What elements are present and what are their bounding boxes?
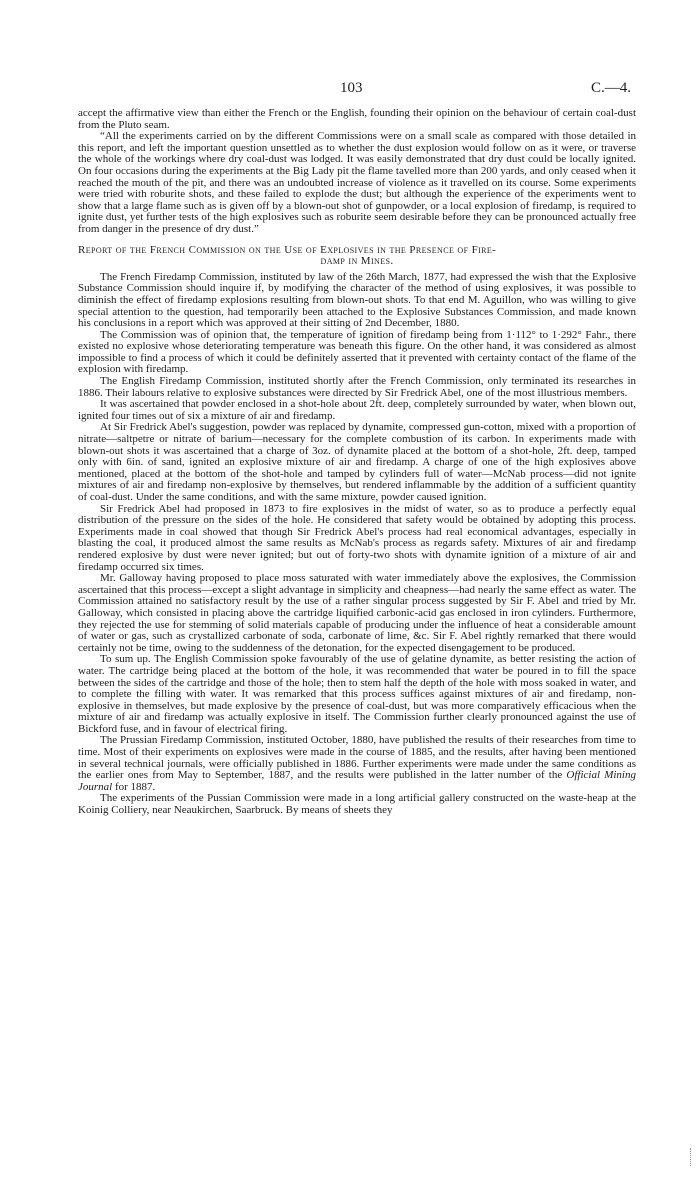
page-header (0, 80, 700, 100)
paragraph: At Sir Fredrick Abel's suggestion, powder was replaced by dynamite, compressed gun-cotton, mixed with a proportion of nitrate—saltpetre or nitrate of barium—necessary for the complete combustion of its carbon. In experiments made with blown-out shots it was ascertained that a charge of 3oz. of dynamite placed at the bottom of a shot-hole, 2ft. deep, tamped only with 6in. of sand, ignited an explosive mixture of air and firedamp. A charge of one of the high explosives above mentioned, placed at the bottom of the shot-hole and tamped by cylinders full of water—McNab process—did not ignite mixtures of air and firedamp non-explosive by themselves, but rendered inflammable by the addition of a sufficient quantity of coal-dust. Under the same conditions, and with the same mixture, powder caused ignition. (78, 421, 636, 503)
paragraph: The French Firedamp Commission, instituted by law of the 26th March, 1877, had expressed the wish that the Explosive Substance Commission should inquire if, by modifying the character of the method of using explosives, it was possible to diminish the effect of firedamp explosions resulting from blown-out shots. To that end M. Aguillon, who was willing to give special attention to the question, had temporarily been attached to the Explosive Substances Commission, and made known his conclusions in a report which was approved at their sitting of 2nd December, 1880. (78, 270, 636, 330)
document-body (78, 108, 636, 817)
text-run: The Prussian Firedamp Commission, instituted October, 1880, have published the results of their researches from time to time. Most of their experiments on explosives were made in the course of 1885, and the results, after having been mentioned in several technical journals, were officially published in 1886. Further experiments were made under the same conditions as the earlier ones from May to September, 1887, and the results were published in the latter number of the (78, 734, 636, 782)
paragraph: It was ascertained that powder enclosed in a shot-hole about 2ft. deep, completely surrounded by water, when blown out, ignited four times out of six a mixture of air and firedamp. (78, 398, 636, 422)
section-heading-main: Report of the French Commission on the Use of Explosives in the Presence of Fire- (78, 243, 497, 256)
text-run: for 1887. (112, 780, 156, 793)
paper-code: C.—4. (591, 80, 632, 96)
paragraph-prussian (78, 735, 636, 793)
page-number: 103 (340, 80, 363, 96)
section-heading-tail: damp in Mines. (320, 255, 394, 268)
margin-mark (690, 1148, 693, 1166)
section-heading (78, 245, 636, 268)
paragraph: To sum up. The English Commission spoke favourably of the use of gelatine dynamite, as better resisting the action of water. The cartridge being placed at the bottom of the hole, it was recommended that water be poured in to fill the space between the sides of the cartridge and those of the hole; then to stem half the depth of the hole with moss soaked in water, and to complete the filling with water. It was remarked that this process suffices against mixtures of air and firedamp, non-explosive in themselves, but made explosive by the presence of coal-dust, but was more comparatively efficacious when the mixture of air and firedamp was actually explosive in itself. The Commission further clearly pronounced against the use of Bickford fuse, and in favour of electrical firing. (78, 653, 636, 735)
paragraph: Sir Fredrick Abel had proposed in 1873 to fire explosives in the midst of water, so as to produce a perfectly equal distribution of the pressure on the sides of the hole. He considered that safety would be obtained by adopting this process. Experiments made in coal showed that though Sir Fredrick Abel's process had real economical advantages, especially in blasting the coal, it produced almost the same results as McNab's process as regards safety. Mixtures of air and firedamp rendered explosive by dust were never ignited; but out of forty-two shots with dynamite ignition of a mixture of air and firedamp occurred six times. (78, 502, 636, 573)
paragraph: The experiments of the Pussian Commission were made in a long artificial gallery constructed on the waste-heap at the Koinig Colliery, near Neaukirchen, Saarbruck. By means of sheets they (78, 792, 636, 817)
paragraph: “All the experiments carried on by the different Commissions were on a small scale as compared with those detailed in this report, and left the important question unsettled as to whether the dust explosion would follow on as it were, or traverse the whole of the workings where dry coal-dust was lodged. It was easily demonstrated that dry dust could be locally ignited. On four occasions during the experiments at the Big Lady pit the flame tavelled more than 200 yards, and only ceased when it reached the mouth of the pit, and there was an undoubted increase of violence as it travelled on its course. Some experiments were tried with roburite shots, and these failed to explode the dust; but although the experience of the experiments went to show that a large flame such as is given off by a blown-out shot of gunpowder, or a local explosion of firedamp, is required to ignite dust, yet further tests of the high explosives such as roburite seem desirable before they can be pronounced actually free from danger in the presence of dry dust.” (78, 130, 636, 235)
paragraph: accept the affirmative view than either the French or the English, founding their opinion on the behaviour of certain coal-dust from the Pluto seam. (78, 107, 636, 131)
paragraph: The English Firedamp Commission, instituted shortly after the French Commission, only terminated its researches in 1886. Their labours relative to explosive substances were directed by Sir Fredrick Abel, one of the most illustrious members. (78, 375, 636, 399)
paragraph: The Commission was of opinion that, the temperature of ignition of firedamp being from 1·112° to 1·292° Fahr., there existed no explosive whose deteriorating temperature was beneath this figure. On the other hand, it was considered as almost impossible to find a process of which it could be definitely asserted that it prevented with certainty contact of the flame of the explosion with firedamp. (78, 328, 636, 376)
paragraph: Mr. Galloway having proposed to place moss saturated with water immediately above the explosives, the Commission ascertained that this process—except a slight advantage in simplicity and cheapness—had nearly the same effect as water. The Commission attained no satisfactory result by the use of a rather singular process suggested by Sir F. Abel and tried by Mr. Galloway, which consisted in placing above the cartridge liquified carbonic-acid gas enclosed in iron cylinders. Furthermore, they rejected the use for stemming of solid materials capable of producing under the influence of heat a considerable amount of water or gas, such as crystallized carbonate of soda, carbonate of lime, &c. Sir F. Abel rightly remarked that there would certainly not be time, owing to the suddenness of the detonation, for the expected disengagement to be produced. (78, 572, 636, 654)
journal-title: Official Mining Journal (78, 769, 636, 793)
